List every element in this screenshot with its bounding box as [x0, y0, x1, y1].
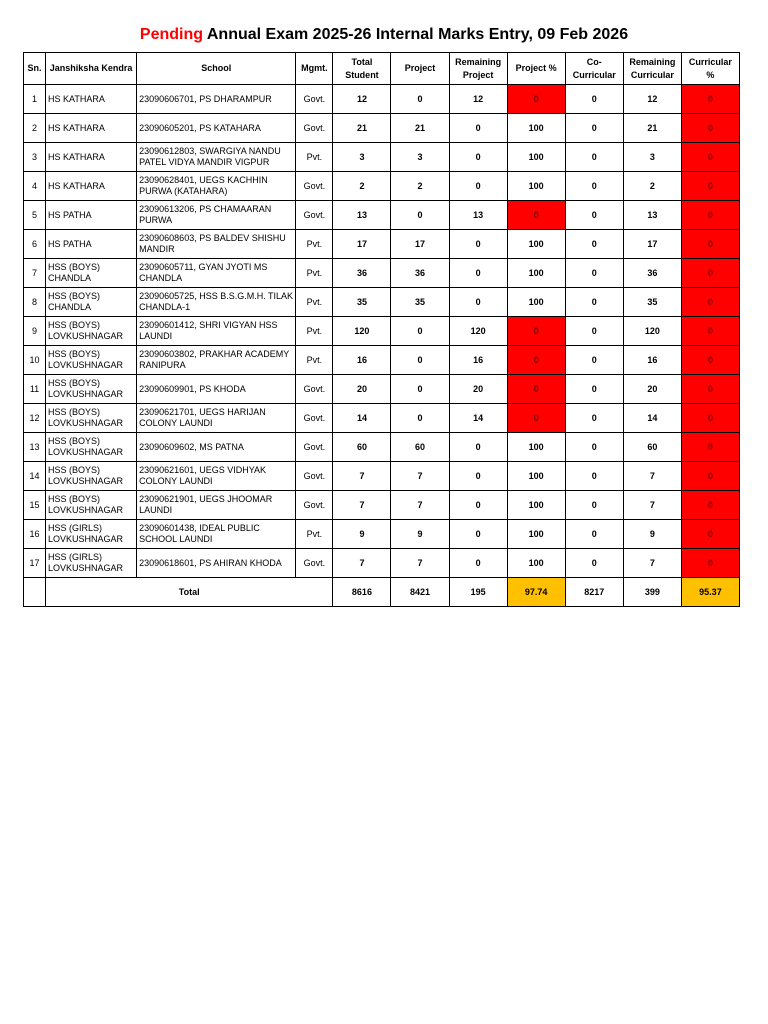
cell-total-student: 60 — [333, 433, 391, 462]
cell-total-student: 12 — [333, 85, 391, 114]
cell-mgmt: Pvt. — [296, 259, 333, 288]
cell-kendra: HS KATHARA — [46, 85, 137, 114]
cell-remaining-curricular: 13 — [623, 201, 681, 230]
cell-remaining-curricular: 2 — [623, 172, 681, 201]
cell-project-pct: 100 — [507, 143, 565, 172]
total-student: 8616 — [333, 578, 391, 607]
header-project-pct: Project % — [507, 53, 565, 85]
cell-co-curricular: 0 — [565, 114, 623, 143]
cell-project-pct: 100 — [507, 288, 565, 317]
cell-co-curricular: 0 — [565, 288, 623, 317]
cell-remaining-curricular: 7 — [623, 462, 681, 491]
cell-mgmt: Pvt. — [296, 520, 333, 549]
cell-project-pct: 100 — [507, 259, 565, 288]
table-row — [24, 230, 740, 259]
header-curricular-pct: Curricular % — [681, 53, 739, 85]
cell-remaining-project: 14 — [449, 404, 507, 433]
cell-remaining-curricular: 36 — [623, 259, 681, 288]
cell-remaining-project: 0 — [449, 259, 507, 288]
cell-curricular-pct: 0 — [681, 317, 739, 346]
cell-curricular-pct: 0 — [681, 259, 739, 288]
cell-project: 35 — [391, 288, 449, 317]
cell-project: 0 — [391, 346, 449, 375]
cell-school: 23090621601, UEGS VIDHYAK COLONY LAUNDI — [137, 462, 296, 491]
title-highlight: Pending — [139, 26, 203, 43]
cell-remaining-curricular: 14 — [623, 404, 681, 433]
cell-mgmt: Govt. — [296, 114, 333, 143]
header-total-student: Total Student — [333, 53, 391, 85]
cell-project: 21 — [391, 114, 449, 143]
table-row — [24, 317, 740, 346]
cell-remaining-project: 16 — [449, 346, 507, 375]
cell-co-curricular: 0 — [565, 201, 623, 230]
cell-project: 0 — [391, 201, 449, 230]
cell-remaining-project: 13 — [449, 201, 507, 230]
cell-total-student: 9 — [333, 520, 391, 549]
total-row — [24, 578, 740, 607]
cell-sn: 4 — [24, 172, 46, 201]
cell-co-curricular: 0 — [565, 375, 623, 404]
cell-curricular-pct: 0 — [681, 462, 739, 491]
cell-sn: 15 — [24, 491, 46, 520]
cell-sn: 14 — [24, 462, 46, 491]
cell-sn: 2 — [24, 114, 46, 143]
cell-project-pct: 100 — [507, 114, 565, 143]
cell-kendra: HSS (BOYS) LOVKUSHNAGAR — [46, 433, 137, 462]
cell-project-pct: 0 — [507, 201, 565, 230]
total-project: 8421 — [391, 578, 449, 607]
cell-kendra: HS PATHA — [46, 230, 137, 259]
cell-kendra: HSS (BOYS) CHANDLA — [46, 259, 137, 288]
cell-sn: 5 — [24, 201, 46, 230]
cell-school: 23090605711, GYAN JYOTI MS CHANDLA — [137, 259, 296, 288]
cell-remaining-project: 0 — [449, 462, 507, 491]
cell-total-student: 2 — [333, 172, 391, 201]
cell-sn: 16 — [24, 520, 46, 549]
cell-mgmt: Govt. — [296, 404, 333, 433]
cell-remaining-curricular: 12 — [623, 85, 681, 114]
cell-project-pct: 100 — [507, 520, 565, 549]
table-row — [24, 462, 740, 491]
cell-co-curricular: 0 — [565, 230, 623, 259]
cell-remaining-project: 0 — [449, 288, 507, 317]
cell-mgmt: Pvt. — [296, 317, 333, 346]
header-kendra: Janshiksha Kendra — [46, 53, 137, 85]
table-row — [24, 172, 740, 201]
cell-total-student: 13 — [333, 201, 391, 230]
header-row — [24, 53, 740, 85]
cell-school: 23090605201, PS KATAHARA — [137, 114, 296, 143]
cell-kendra: HSS (BOYS) LOVKUSHNAGAR — [46, 404, 137, 433]
cell-school: 23090601412, SHRI VIGYAN HSS LAUNDI — [137, 317, 296, 346]
cell-co-curricular: 0 — [565, 346, 623, 375]
cell-curricular-pct: 0 — [681, 520, 739, 549]
cell-project: 0 — [391, 375, 449, 404]
cell-co-curricular: 0 — [565, 143, 623, 172]
cell-co-curricular: 0 — [565, 549, 623, 578]
cell-remaining-curricular: 20 — [623, 375, 681, 404]
cell-kendra: HSS (BOYS) LOVKUSHNAGAR — [46, 317, 137, 346]
cell-project: 2 — [391, 172, 449, 201]
cell-mgmt: Pvt. — [296, 288, 333, 317]
table-row — [24, 375, 740, 404]
cell-total-student: 7 — [333, 549, 391, 578]
cell-remaining-curricular: 16 — [623, 346, 681, 375]
header-remaining-curricular: Remaining Curricular — [623, 53, 681, 85]
total-label: Total — [46, 578, 333, 607]
cell-remaining-curricular: 7 — [623, 549, 681, 578]
cell-remaining-project: 0 — [449, 433, 507, 462]
cell-sn: 11 — [24, 375, 46, 404]
table-row — [24, 288, 740, 317]
header-co-curricular: Co-Curricular — [565, 53, 623, 85]
cell-project: 7 — [391, 491, 449, 520]
cell-mgmt: Govt. — [296, 433, 333, 462]
cell-sn: 10 — [24, 346, 46, 375]
table-row — [24, 404, 740, 433]
table-row — [24, 201, 740, 230]
cell-kendra: HS KATHARA — [46, 143, 137, 172]
header-remaining-project: Remaining Project — [449, 53, 507, 85]
header-project: Project — [391, 53, 449, 85]
cell-curricular-pct: 0 — [681, 201, 739, 230]
cell-remaining-project: 0 — [449, 230, 507, 259]
cell-kendra: HS PATHA — [46, 201, 137, 230]
cell-project: 0 — [391, 317, 449, 346]
cell-remaining-curricular: 3 — [623, 143, 681, 172]
cell-total-student: 17 — [333, 230, 391, 259]
cell-co-curricular: 0 — [565, 462, 623, 491]
cell-remaining-project: 12 — [449, 85, 507, 114]
cell-sn: 13 — [24, 433, 46, 462]
cell-curricular-pct: 0 — [681, 346, 739, 375]
cell-school: 23090608603, PS BALDEV SHISHU MANDIR — [137, 230, 296, 259]
cell-kendra: HSS (GIRLS) LOVKUSHNAGAR — [46, 520, 137, 549]
cell-remaining-project: 120 — [449, 317, 507, 346]
cell-school: 23090606701, PS DHARAMPUR — [137, 85, 296, 114]
table-row — [24, 114, 740, 143]
cell-remaining-curricular: 21 — [623, 114, 681, 143]
cell-remaining-project: 20 — [449, 375, 507, 404]
cell-curricular-pct: 0 — [681, 230, 739, 259]
cell-school: 23090613206, PS CHAMAARAN PURWA — [137, 201, 296, 230]
page-title — [0, 26, 768, 44]
cell-curricular-pct: 0 — [681, 375, 739, 404]
cell-kendra: HSS (GIRLS) LOVKUSHNAGAR — [46, 549, 137, 578]
cell-project: 0 — [391, 404, 449, 433]
total-remaining-project: 195 — [449, 578, 507, 607]
cell-remaining-project: 0 — [449, 172, 507, 201]
cell-remaining-project: 0 — [449, 549, 507, 578]
cell-project-pct: 0 — [507, 404, 565, 433]
table-row — [24, 259, 740, 288]
cell-mgmt: Govt. — [296, 491, 333, 520]
cell-curricular-pct: 0 — [681, 404, 739, 433]
cell-project-pct: 100 — [507, 172, 565, 201]
cell-curricular-pct: 0 — [681, 433, 739, 462]
cell-remaining-curricular: 17 — [623, 230, 681, 259]
cell-curricular-pct: 0 — [681, 143, 739, 172]
cell-curricular-pct: 0 — [681, 85, 739, 114]
cell-kendra: HSS (BOYS) CHANDLA — [46, 288, 137, 317]
cell-mgmt: Pvt. — [296, 143, 333, 172]
cell-school: 23090621901, UEGS JHOOMAR LAUNDI — [137, 491, 296, 520]
cell-sn: 12 — [24, 404, 46, 433]
cell-mgmt: Govt. — [296, 375, 333, 404]
cell-total-student: 7 — [333, 462, 391, 491]
cell-mgmt: Govt. — [296, 549, 333, 578]
cell-project: 0 — [391, 85, 449, 114]
cell-remaining-curricular: 120 — [623, 317, 681, 346]
cell-project-pct: 0 — [507, 85, 565, 114]
cell-project-pct: 0 — [507, 375, 565, 404]
table-row — [24, 143, 740, 172]
cell-co-curricular: 0 — [565, 259, 623, 288]
cell-project: 7 — [391, 462, 449, 491]
cell-kendra: HSS (BOYS) LOVKUSHNAGAR — [46, 375, 137, 404]
table-row — [24, 85, 740, 114]
table-row — [24, 491, 740, 520]
total-curricular-pct: 95.37 — [681, 578, 739, 607]
cell-total-student: 3 — [333, 143, 391, 172]
cell-curricular-pct: 0 — [681, 491, 739, 520]
cell-project: 60 — [391, 433, 449, 462]
cell-total-student: 7 — [333, 491, 391, 520]
total-remaining-curricular: 399 — [623, 578, 681, 607]
cell-kendra: HS KATHARA — [46, 114, 137, 143]
cell-curricular-pct: 0 — [681, 172, 739, 201]
table-row — [24, 433, 740, 462]
cell-project-pct: 0 — [507, 317, 565, 346]
cell-total-student: 36 — [333, 259, 391, 288]
cell-co-curricular: 0 — [565, 520, 623, 549]
cell-co-curricular: 0 — [565, 85, 623, 114]
cell-curricular-pct: 0 — [681, 288, 739, 317]
cell-project-pct: 0 — [507, 346, 565, 375]
total-co-curricular: 8217 — [565, 578, 623, 607]
cell-sn: 8 — [24, 288, 46, 317]
cell-mgmt: Pvt. — [296, 230, 333, 259]
cell-co-curricular: 0 — [565, 433, 623, 462]
cell-mgmt: Govt. — [296, 462, 333, 491]
cell-mgmt: Govt. — [296, 85, 333, 114]
cell-project-pct: 100 — [507, 491, 565, 520]
table-row — [24, 549, 740, 578]
cell-remaining-project: 0 — [449, 491, 507, 520]
cell-total-student: 35 — [333, 288, 391, 317]
cell-project: 7 — [391, 549, 449, 578]
cell-kendra: HSS (BOYS) LOVKUSHNAGAR — [46, 346, 137, 375]
cell-school: 23090621701, UEGS HARIJAN COLONY LAUNDI — [137, 404, 296, 433]
header-mgmt: Mgmt. — [296, 53, 333, 85]
cell-project-pct: 100 — [507, 230, 565, 259]
cell-mgmt: Pvt. — [296, 346, 333, 375]
cell-project-pct: 100 — [507, 549, 565, 578]
cell-sn: 17 — [24, 549, 46, 578]
cell-project: 36 — [391, 259, 449, 288]
cell-school: 23090603802, PRAKHAR ACADEMY RANIPURA — [137, 346, 296, 375]
total-project-pct: 97.74 — [507, 578, 565, 607]
cell-total-student: 20 — [333, 375, 391, 404]
cell-curricular-pct: 0 — [681, 114, 739, 143]
cell-mgmt: Govt. — [296, 172, 333, 201]
cell-co-curricular: 0 — [565, 172, 623, 201]
header-school: School — [137, 53, 296, 85]
cell-sn: 1 — [24, 85, 46, 114]
cell-school: 23090601438, IDEAL PUBLIC SCHOOL LAUNDI — [137, 520, 296, 549]
cell-remaining-curricular: 9 — [623, 520, 681, 549]
cell-co-curricular: 0 — [565, 491, 623, 520]
cell-total-student: 16 — [333, 346, 391, 375]
table-row — [24, 346, 740, 375]
cell-project: 17 — [391, 230, 449, 259]
cell-school: 23090605725, HSS B.S.G.M.H. TILAK CHANDLA-1 — [137, 288, 296, 317]
cell-co-curricular: 0 — [565, 317, 623, 346]
cell-remaining-curricular: 60 — [623, 433, 681, 462]
cell-remaining-curricular: 35 — [623, 288, 681, 317]
cell-kendra: HSS (BOYS) LOVKUSHNAGAR — [46, 491, 137, 520]
cell-remaining-curricular: 7 — [623, 491, 681, 520]
cell-sn: 9 — [24, 317, 46, 346]
cell-school: 23090609901, PS KHODA — [137, 375, 296, 404]
cell-remaining-project: 0 — [449, 520, 507, 549]
cell-remaining-project: 0 — [449, 143, 507, 172]
table-row — [24, 520, 740, 549]
cell-co-curricular: 0 — [565, 404, 623, 433]
cell-school: 23090618601, PS AHIRAN KHODA — [137, 549, 296, 578]
cell-total-student: 120 — [333, 317, 391, 346]
cell-project-pct: 100 — [507, 433, 565, 462]
cell-school: 23090609602, MS PATNA — [137, 433, 296, 462]
cell-curricular-pct: 0 — [681, 549, 739, 578]
cell-remaining-project: 0 — [449, 114, 507, 143]
cell-sn: 3 — [24, 143, 46, 172]
cell-project: 9 — [391, 520, 449, 549]
title-text: Annual Exam 2025-26 Internal Marks Entry, 09 Feb 2026 — [206, 26, 629, 43]
cell-sn: 7 — [24, 259, 46, 288]
cell-total-student: 14 — [333, 404, 391, 433]
cell-total-student: 21 — [333, 114, 391, 143]
total-blank — [24, 578, 46, 607]
cell-kendra: HS KATHARA — [46, 172, 137, 201]
cell-project: 3 — [391, 143, 449, 172]
marks-entry-table — [23, 52, 740, 607]
cell-kendra: HSS (BOYS) LOVKUSHNAGAR — [46, 462, 137, 491]
header-sn: Sn. — [24, 53, 46, 85]
cell-sn: 6 — [24, 230, 46, 259]
cell-school: 23090628401, UEGS KACHHIN PURWA (KATAHARA) — [137, 172, 296, 201]
cell-project-pct: 100 — [507, 462, 565, 491]
cell-school: 23090612803, SWARGIYA NANDU PATEL VIDYA MANDIR VIGPUR — [137, 143, 296, 172]
cell-mgmt: Govt. — [296, 201, 333, 230]
